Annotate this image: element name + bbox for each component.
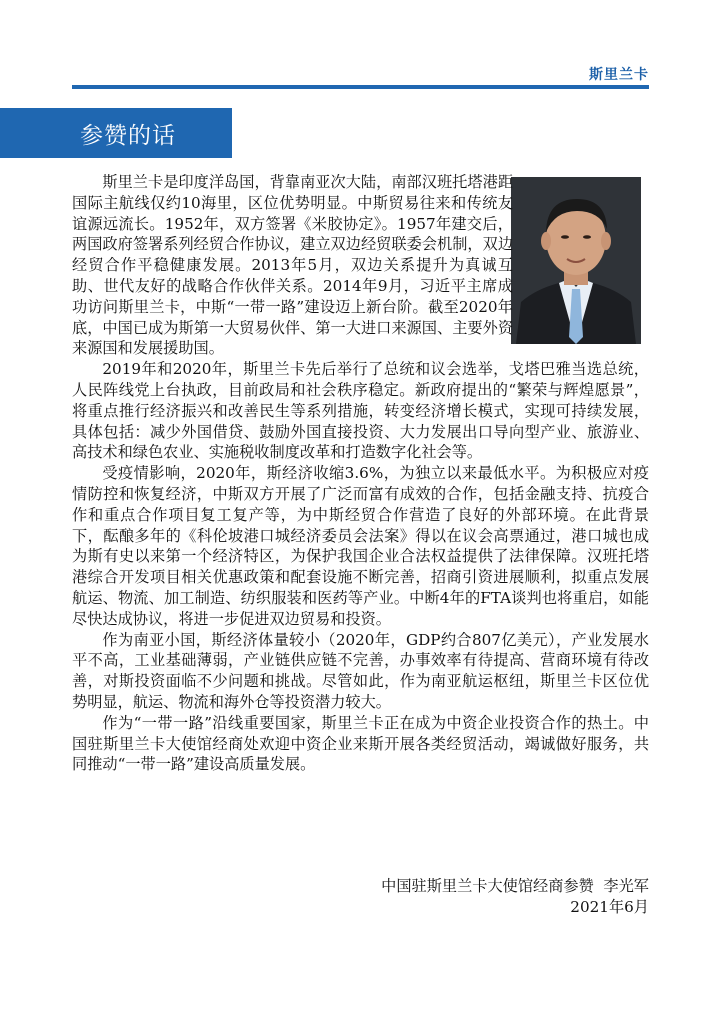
paragraph-2: 2019年和2020年，斯里兰卡先后举行了总统和议会选举，戈塔巴雅当选总统，人民阵线党上台执政，目前政局和社会秩序稳定。新政府提出的“繁荣与辉煌愿景”，将重点推行经济振兴和改善民生等系列措施，转变经济增长模式，实现可持续发展，具体包括：减少外国借贷、鼓励外国直接投资、大力发展出口导向型产业、旅游业、高技术和绿色农业、实施税收制度改革和打造数字化社会等。 xyxy=(72,360,649,462)
signature-date: 2021年6月 xyxy=(570,898,649,916)
paragraph-3: 受疫情影响，2020年，斯经济收缩3.6%，为独立以来最低水平。为积极应对疫情防控和恢复经济，中斯双方开展了广泛而富有成效的合作，包括金融支持、抗疫合作和重点合作项目复工复产等，为中斯经贸合作营造了良好的外部环境。在此背景下，酝酿多年的《科伦坡港口城经济委员会法案》得以在议会高票通过，港口城也成为斯有史以来第一个经济特区，为保护我国企业合法权益提供了法律保障。汉班托塔港综合开发项目相关优惠政策和配套设施不断完善，招商引资进展顺利，拟重点发展航运、物流、加工制造、纺织服装和医药等产业。中断4年的FTA谈判也将重启，如能尽快达成协议，将进一步促进双边贸易和投资。 xyxy=(72,464,649,628)
header-rule xyxy=(72,85,649,89)
section-label: 斯里兰卡 xyxy=(589,67,649,83)
page-title: 参赞的话 xyxy=(80,123,176,149)
paragraph-1: 斯里兰卡是印度洋岛国，背靠南亚次大陆，南部汉班托塔港距国际主航线仅约10海里，区位优势明显。中斯贸易往来和传统友谊源远流长。1952年，双方签署《米胶协定》。1957年建交后，两国政府签署系列经贸合作协议，建立双边经贸联委会机制，双边经贸合作平稳健康发展。2013年5月，双边关系提升为真诚互助、世代友好的战略合作伙伴关系。2014年9月，习近平主席成功访问斯里兰卡，中斯“一带一路”建设迈上新台阶。截至2020年底，中国已成为斯第一大贸易伙伴、第一大进口来源国、主要外资来源国和发展援助国。 xyxy=(72,173,513,358)
signature-block xyxy=(381,876,649,918)
photo-spacer xyxy=(513,172,649,348)
signature-author: 中国驻斯里兰卡大使馆经商参赞 李光军 xyxy=(381,877,649,895)
paragraph-5: 作为“一带一路”沿线重要国家，斯里兰卡正在成为中资企业投资合作的热土。中国驻斯里兰卡大使馆经商处欢迎中资企业来斯开展各类经贸活动，竭诚做好服务，共同推动“一带一路”建设高质量发展。 xyxy=(72,713,649,774)
article-body xyxy=(72,172,649,775)
paragraph-4: 作为南亚小国，斯经济体量较小（2020年，GDP约合807亿美元），产业发展水平不高，工业基础薄弱，产业链供应链不完善，办事效率有待提高、营商环境有待改善，对斯投资面临不少问题和挑战。尽管如此，作为南亚航运枢纽，斯里兰卡区位优势明显，航运、物流和海外仓等投资潜力较大。 xyxy=(72,630,649,711)
